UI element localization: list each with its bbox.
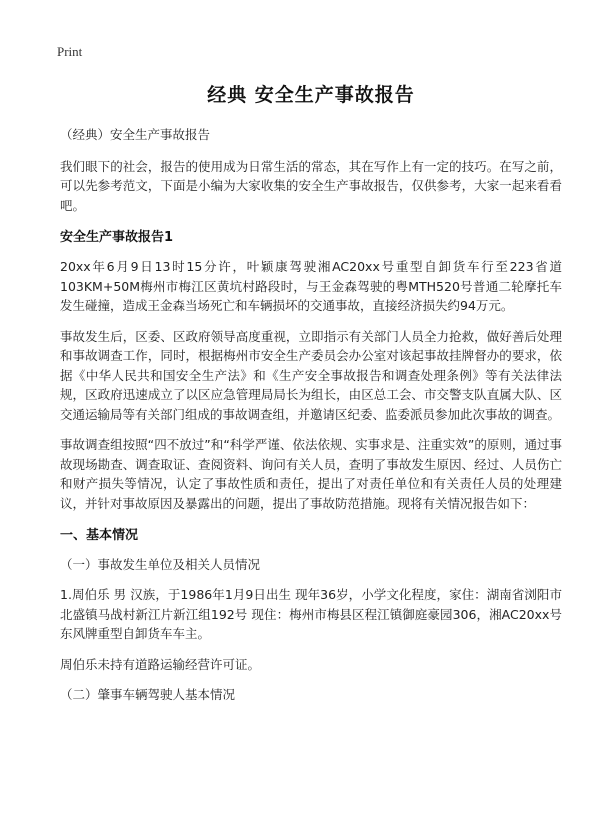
body-paragraph-incident: 20xx年6月9日13时15分许，叶颖康驾驶湘AC20xx号重型自卸货车行至223省道103KM+50M梅州市梅江区黄坑村路段时，与王金森驾驶的粤MTH520号普通二轮摩托车发生碰撞，造成王金森当场死亡和车辆损坏的交通事故，直接经济损失约94万元。 [60,259,562,313]
body-paragraph-investigation: 事故调查组按照“四不放过”和“科学严谨、依法依规、实事求是、注重实效”的原则，通过事故现场勘查、调查取证、查阅资料、询问有关人员，查明了事故发生原因、经过、人员伤亡和财产损失等情况，认定了事故性质和责任，提出了对责任单位和有关责任人员的处理建议，并针对事故原因及暴露出的问题，提出了事故防范措施。现将有关情况报告如下： [60,437,562,511]
intro-paragraph: 我们眼下的社会，报告的使用成为日常生活的常态，其在写作上有一定的技巧。在写之前，可以先参考范文，下面是小编为大家收集的安全生产事故报告，仅供参考，大家一起来看看吧。 [60,158,562,213]
sub-heading-driver-info: （二）肇事车辆驾驶人基本情况 [60,687,236,702]
section-heading-basic-info: 一、基本情况 [60,528,139,543]
print-label[interactable]: Print [57,44,83,59]
document-title: 经典 安全生产事故报告 [207,84,415,106]
document-subtitle: （经典）安全生产事故报告 [60,127,211,142]
license-note-paragraph: 周伯乐未持有道路运输经营许可证。 [60,656,261,672]
report-heading: 安全生产事故报告1 [60,230,174,245]
body-paragraph-response: 事故发生后，区委、区政府领导高度重视，立即指示有关部门人员全力抢救，做好善后处理和事故调查工作，同时，根据梅州市安全生产委员会办公室对该起事故挂牌督办的要求，依据《中华人民共和国安全生产法》和《生产安全事故报告和调查处理条例》等有关法律法规，区政府迅速成立了以区应急管理局局长为组长，由区总工会、市交警支队直属大队、区交通运输局等有关部门组成的事故调查组，并邀请区纪委、监委派员参加此次事故的调查。 [60,328,562,422]
person-info-paragraph: 1.周伯乐 男 汉族，于1986年1月9日出生 现年36岁，小学文化程度，家住：湖南省浏阳市北盛镇马战村新江片新江组192号 现住：梅州市梅县区程江镇御庭豪园306，湘AC20xx号东风牌重型自卸货车车主。 [60,587,562,641]
sub-heading-unit-info: （一）事故发生单位及相关人员情况 [60,557,261,572]
